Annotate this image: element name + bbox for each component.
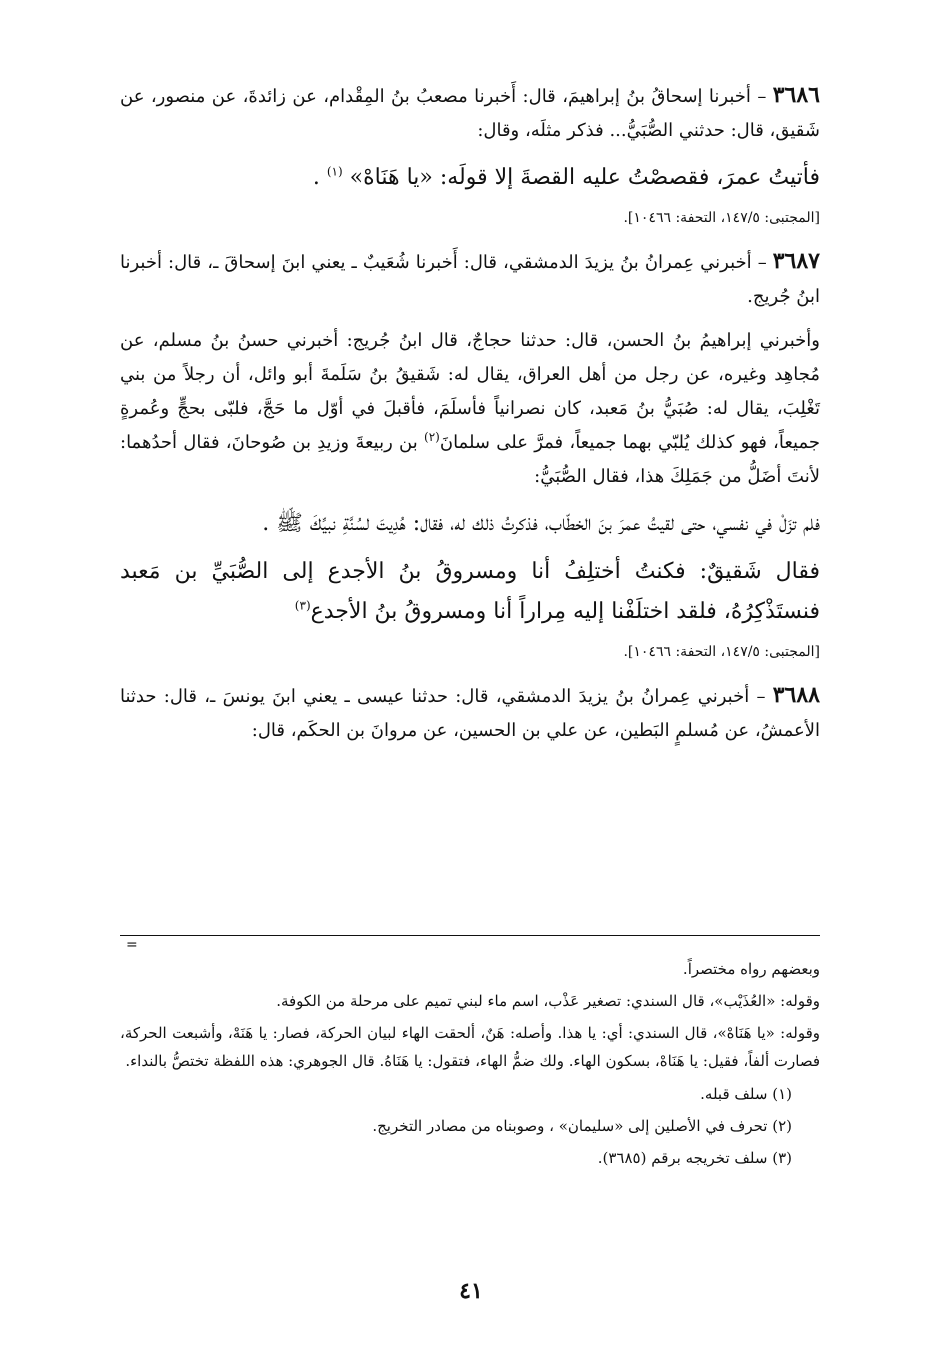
hadith-3687-quote-2	[120, 552, 820, 632]
footnote-line-2: وقوله: «العُذَيْب»، قال السندي: تصغير عَذْب، اسم ماء لبني تميم على مرحلة من الكوفة.	[276, 992, 820, 1010]
footnote-line-1: وبعضهم رواه مختصراً.	[682, 960, 820, 978]
hadith-3686-quote	[120, 158, 820, 198]
main-text	[120, 78, 820, 758]
hadith-number: ٣٦٨٨	[772, 682, 820, 708]
hadith-body: – أخبرنا إسحاقُ بنُ إبراهيمَ، قال: أَخبرنا مصعبُ بنُ المِقْدام، عن زائدةَ، عن منصور، عن شَقيق، قال: حدثني الصُّبَيُّ... فذكر مثلَه، وقال:	[120, 86, 820, 141]
footnotes	[120, 955, 820, 1175]
page-number: ٤١	[459, 1278, 483, 1304]
hadith-3687-text	[120, 244, 820, 314]
footnote-ref-2[interactable]: (٢)	[424, 430, 440, 444]
footnote-divider	[120, 935, 820, 936]
quote-end: .	[312, 165, 327, 190]
footnote-line-3: وقوله: «يا هَنَاهْ»، قال السندي: أي: يا هذا. وأصله: هَنٌ، ألحقت الهاء لبيان الحركة، فصار: يا هَنَهْ، وأشبعت الحركة، فصارت ألفاً، فقيل: يا هَنَاهْ، بسكون الهاء. ولك ضمُّ الهاء، فتقول: يا هَنَاهُ. قال الجوهري: هذه اللفظة تختصُّ بالنداء.	[120, 1024, 820, 1070]
hadith-body: – أخبرني عِمرانُ بنُ يزيدَ الدمشقي، قال: حدثنا عيسى ـ يعني ابنَ يونسَ ـ، قال: حدثنا الأعمشُ، عن مُسلمٍ البَطين، عن علي بن الحسين، عن مروانَ بن الحكَم، قال:	[120, 686, 820, 741]
hadith-3686-reference: [المجتبى: ١٤٧/٥، التحفة: ١٠٤٦٦].	[623, 210, 820, 226]
footnote-ref-3[interactable]: (٣)	[294, 598, 311, 613]
footnote-ref-1[interactable]: (١)	[326, 164, 343, 179]
hadith-3687-chain	[120, 324, 820, 494]
footnote-item-2: (٢) تحرف في الأصلين إلى «سليمان» ، وصوبناه من مصادر التخريج.	[372, 1117, 792, 1135]
hadith-number: ٣٦٨٧	[772, 248, 820, 274]
hadith-3687-quote-1: فلم تزَلْ في نفسي، حتى لقيتُ عمرَ بنَ الخطّاب، فذكرتُ ذلك له، فقال: هُدِيتَ لسُنَّةِ نبيِّكَ ﷺ .	[262, 511, 820, 536]
chain-text-a: وأخبرني إبراهيمُ بنُ الحسن، قال: حدثنا حجاجٌ، قال ابنُ جُريج: أخبرني حسنُ بنُ مسلم، عن مُجاهِد وغيره، عن رجل من أهل العراق، يقال له: شَقيقُ بنُ سَلَمةَ أبو وائل، أن رجلاً من بني تَغْلِبَ، يقال له: صُبَيُّ بنُ مَعبد، كان نصرانياً فأسلَمَ، فأقبلَ في أوّل ما حَجَّ، فلبّى بحجٍّ وعُمرةٍ جميعاً، فهو كذلك يُلبّي بهما جميعاً، فمرَّ على سلمانَ	[120, 330, 820, 453]
quote-text: فقال شَقيقٌ: فكنتُ أختلِفُ أنا ومسروقُ بنُ الأجدع إلى الصُّبَيِّ بن مَعبد فنستَذْكِرُهُ، فلقد اختلَفْنا إليه مِراراً أنا ومسروقُ بنُ الأجدع	[120, 559, 820, 624]
footnote-item-3: (٣) سلف تخريجه برقم (٣٦٨٥).	[597, 1149, 792, 1167]
hadith-3688-text	[120, 678, 820, 748]
quote-text: فأتيتُ عمرَ، فقصصْتُ عليه القصةَ إلا قولَه: «يا هَنَاهْ»	[349, 165, 820, 190]
footnote-item-1: (١) سلف قبله.	[700, 1085, 792, 1103]
hadith-body: – أخبرني عِمرانُ بنُ يزيدَ الدمشقي، قال: أَخبرنا شُعَيبٌ ـ يعني ابنَ إسحاقَ ـ، قال: أخبرنا ابنُ جُريج.	[120, 252, 820, 307]
hadith-3687-reference: [المجتبى: ١٤٧/٥، التحفة: ١٠٤٦٦].	[623, 644, 820, 660]
hadith-number: ٣٦٨٦	[772, 82, 820, 108]
hadith-3686-text	[120, 78, 820, 148]
chain-text-b: بن ربيعةَ وزيدِ بن صُوحانَ، فقال أحدُهما: لأنتَ أضَلُّ من جَمَلِكَ هذا، فقال الصُّبَيُّ:	[120, 432, 820, 487]
footnote-continuation-mark: =	[126, 937, 138, 953]
